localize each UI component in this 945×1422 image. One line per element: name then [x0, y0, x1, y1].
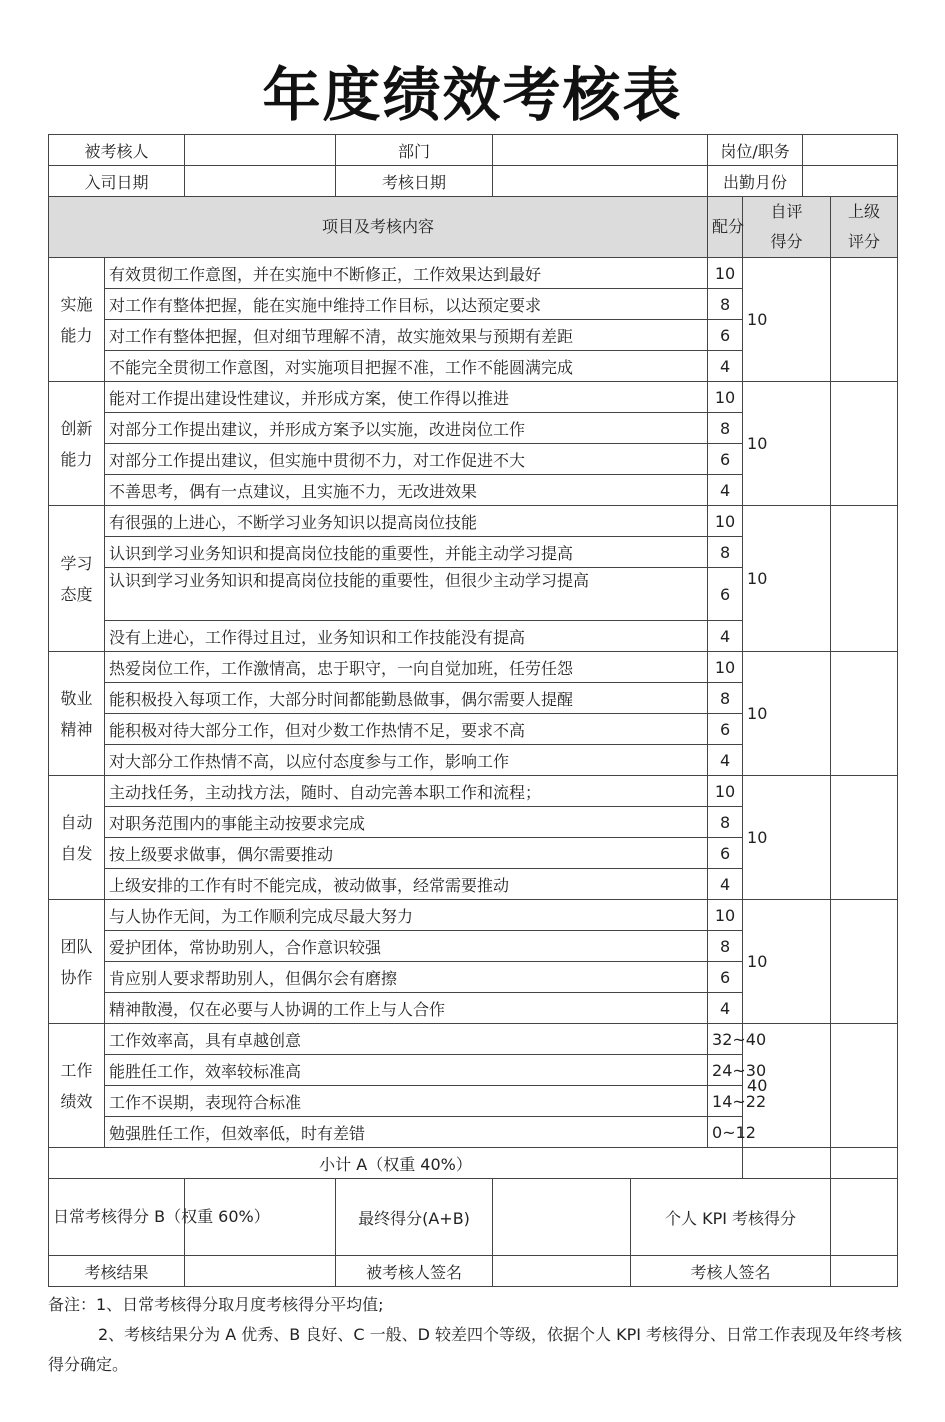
info-row-2 [49, 166, 898, 197]
position-label: 岗位/职务 [708, 135, 803, 166]
subtotal-row [49, 1148, 898, 1179]
self-score-cell[interactable]: 10 [743, 776, 831, 900]
score-cell: 8 [708, 931, 743, 962]
category-cell: 工作 绩效 [49, 1024, 105, 1148]
criteria-text: 上级安排的工作有时不能完成，被动做事，经常需要推动 [105, 869, 708, 900]
criteria-text: 能胜任工作，效率较标准高 [105, 1055, 708, 1086]
category-cell: 实施 能力 [49, 258, 105, 382]
superior-score-cell[interactable] [831, 1024, 898, 1148]
position-field[interactable] [803, 135, 898, 166]
score-cell: 6 [708, 962, 743, 993]
header-self: 自评 得分 [743, 197, 831, 258]
score-cell: 6 [708, 838, 743, 869]
score-cell: 8 [708, 807, 743, 838]
criteria-text: 能积极投入每项工作，大部分时间都能勤恳做事，偶尔需要人提醒 [105, 683, 708, 714]
self-score-cell[interactable]: 10 [743, 506, 831, 652]
assess-date-label: 考核日期 [336, 166, 493, 197]
note-1: 备注：1、日常考核得分取月度考核得分平均值; [48, 1295, 384, 1314]
criteria-text: 按上级要求做事，偶尔需要推动 [105, 838, 708, 869]
entry-date-label: 入司日期 [49, 166, 185, 197]
criteria-text: 工作不误期，表现符合标准 [105, 1086, 708, 1117]
self-score-cell[interactable]: 40 [743, 1024, 831, 1148]
superior-score-cell[interactable] [831, 258, 898, 382]
criteria-text: 有效贯彻工作意图，并在实施中不断修正，工作效果达到最好 [105, 258, 708, 289]
header-superior: 上级 评分 [831, 197, 898, 258]
criteria-text: 爱护团体，常协助别人，合作意识较强 [105, 931, 708, 962]
dept-field[interactable] [493, 135, 708, 166]
criteria-text: 不能完全贯彻工作意图，对实施项目把握不准，工作不能圆满完成 [105, 351, 708, 382]
score-cell: 8 [708, 289, 743, 320]
page-title: 年度绩效考核表 [262, 61, 683, 129]
score-cell: 6 [708, 568, 743, 621]
examinee-sign-label: 被考核人签名 [336, 1256, 493, 1287]
subtotal-superior[interactable] [831, 1148, 898, 1179]
score-cell: 8 [708, 537, 743, 568]
score-cell: 10 [708, 382, 743, 413]
assess-date-field[interactable] [493, 166, 708, 197]
superior-score-cell[interactable] [831, 776, 898, 900]
criteria-row [49, 506, 898, 537]
score-cell: 4 [708, 745, 743, 776]
score-cell: 6 [708, 320, 743, 351]
category-cell: 学习 态度 [49, 506, 105, 652]
appraisal-table [48, 134, 898, 1287]
criteria-row [49, 900, 898, 931]
criteria-text: 能积极对待大部分工作，但对少数工作热情不足，要求不高 [105, 714, 708, 745]
self-score-cell[interactable]: 10 [743, 652, 831, 776]
criteria-row [49, 382, 898, 413]
examinee-field[interactable] [185, 135, 336, 166]
notes [48, 1290, 904, 1380]
score-cell: 10 [708, 506, 743, 537]
score-cell: 24~30 [708, 1055, 743, 1086]
score-cell: 32~40 [708, 1024, 743, 1055]
score-cell: 10 [708, 652, 743, 683]
result-label: 考核结果 [49, 1256, 185, 1287]
score-cell: 4 [708, 993, 743, 1024]
final-score-label: 最终得分(A+B) [336, 1179, 493, 1256]
criteria-text: 对工作有整体把握，但对细节理解不清，故实施效果与预期有差距 [105, 320, 708, 351]
superior-score-cell[interactable] [831, 506, 898, 652]
criteria-text: 不善思考，偶有一点建议，且实施不力，无改进效果 [105, 475, 708, 506]
criteria-row [49, 652, 898, 683]
score-cell: 4 [708, 475, 743, 506]
criteria-text: 主动找任务，主动找方法，随时、自动完善本职工作和流程； [105, 776, 708, 807]
kpi-score-field[interactable] [831, 1179, 898, 1256]
self-score-cell[interactable]: 10 [743, 382, 831, 506]
final-score-field[interactable] [493, 1179, 631, 1256]
criteria-text: 没有上进心，工作得过且过，业务知识和工作技能没有提高 [105, 621, 708, 652]
score-cell: 4 [708, 351, 743, 382]
criteria-text: 对部分工作提出建议，但实施中贯彻不力，对工作促进不大 [105, 444, 708, 475]
assessor-sign-field[interactable] [831, 1256, 898, 1287]
superior-score-cell[interactable] [831, 382, 898, 506]
result-field[interactable] [185, 1256, 336, 1287]
score-cell: 10 [708, 258, 743, 289]
superior-score-cell[interactable] [831, 900, 898, 1024]
self-score-cell[interactable]: 10 [743, 258, 831, 382]
criteria-text: 认识到学习业务知识和提高岗位技能的重要性，但很少主动学习提高 [105, 568, 708, 621]
criteria-text: 对职务范围内的事能主动按要求完成 [105, 807, 708, 838]
sign-row [49, 1256, 898, 1287]
header-content: 项目及考核内容 [49, 197, 708, 258]
attendance-label: 出勤月份 [708, 166, 803, 197]
score-cell: 8 [708, 683, 743, 714]
criteria-text: 对工作有整体把握，能在实施中维持工作目标，以达预定要求 [105, 289, 708, 320]
examinee-sign-field[interactable] [493, 1256, 631, 1287]
criteria-row [49, 776, 898, 807]
criteria-text: 对部分工作提出建议，并形成方案予以实施，改进岗位工作 [105, 413, 708, 444]
score-cell: 0~12 [708, 1117, 743, 1148]
dept-label: 部门 [336, 135, 493, 166]
assessor-sign-label: 考核人签名 [631, 1256, 831, 1287]
score-cell: 4 [708, 621, 743, 652]
attendance-field[interactable] [803, 166, 898, 197]
self-score-cell[interactable]: 10 [743, 900, 831, 1024]
category-cell: 敬业 精神 [49, 652, 105, 776]
score-cell: 4 [708, 869, 743, 900]
category-cell: 自动 自发 [49, 776, 105, 900]
kpi-score-label: 个人 KPI 考核得分 [631, 1179, 831, 1256]
criteria-text: 认识到学习业务知识和提高岗位技能的重要性，并能主动学习提高 [105, 537, 708, 568]
criteria-text: 肯应别人要求帮助别人，但偶尔会有磨擦 [105, 962, 708, 993]
score-cell: 8 [708, 413, 743, 444]
criteria-text: 能对工作提出建设性建议，并形成方案，使工作得以推进 [105, 382, 708, 413]
header-score: 配分 [708, 197, 743, 258]
score-cell: 14~22 [708, 1086, 743, 1117]
examinee-label: 被考核人 [49, 135, 185, 166]
score-cell: 6 [708, 714, 743, 745]
summary-row [49, 1179, 898, 1256]
criteria-row [49, 258, 898, 289]
daily-score-label: 日常考核得分 B（权重 60%） [49, 1179, 185, 1256]
criteria-text: 精神散漫，仅在必要与人协调的工作上与人合作 [105, 993, 708, 1024]
score-cell: 6 [708, 444, 743, 475]
subtotal-self[interactable] [743, 1148, 831, 1179]
criteria-text: 工作效率高，具有卓越创意 [105, 1024, 708, 1055]
criteria-text: 勉强胜任工作，但效率低，时有差错 [105, 1117, 708, 1148]
category-cell: 创新 能力 [49, 382, 105, 506]
score-cell: 10 [708, 776, 743, 807]
header-row [49, 197, 898, 258]
subtotal-label: 小计 A（权重 40%） [49, 1148, 743, 1179]
criteria-text: 热爱岗位工作，工作激情高，忠于职守，一向自觉加班，任劳任怨 [105, 652, 708, 683]
criteria-row [49, 1024, 898, 1055]
criteria-text: 对大部分工作热情不高，以应付态度参与工作，影响工作 [105, 745, 708, 776]
criteria-text: 有很强的上进心，不断学习业务知识以提高岗位技能 [105, 506, 708, 537]
info-row-1 [49, 135, 898, 166]
category-cell: 团队 协作 [49, 900, 105, 1024]
score-cell: 10 [708, 900, 743, 931]
note-2: 2、考核结果分为 A 优秀、B 良好、C 一般、D 较差四个等级，依据个人 KPI 考核得分、日常工作表现及年终考核得分确定。 [48, 1325, 903, 1374]
entry-date-field[interactable] [185, 166, 336, 197]
superior-score-cell[interactable] [831, 652, 898, 776]
criteria-text: 与人协作无间，为工作顺利完成尽最大努力 [105, 900, 708, 931]
